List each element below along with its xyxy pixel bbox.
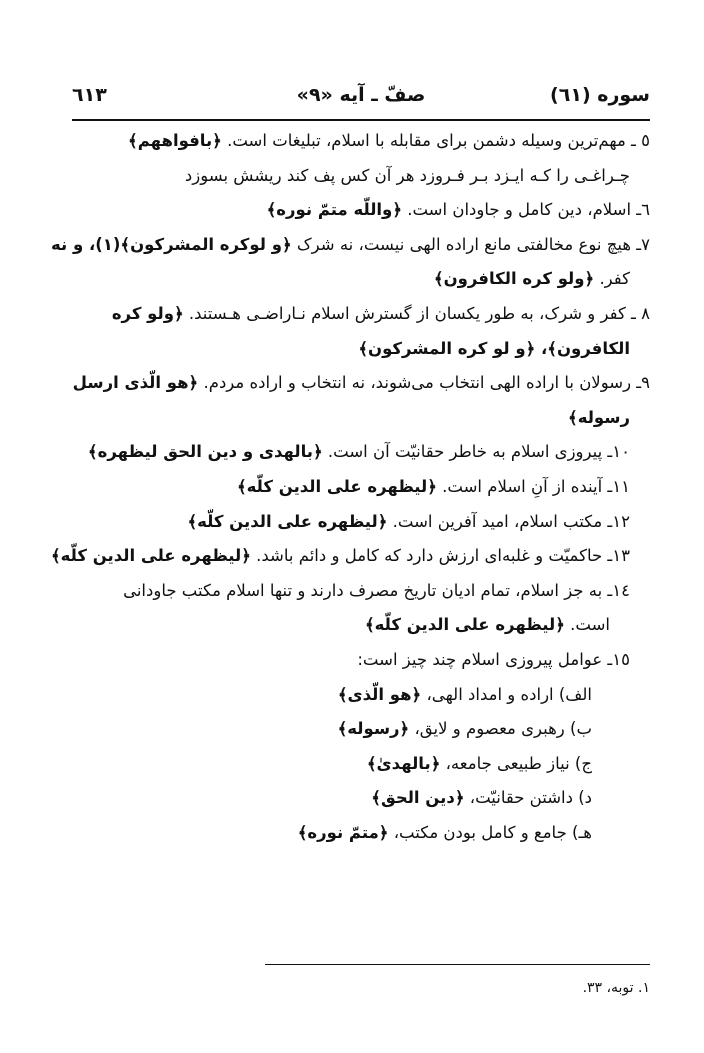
text-line bbox=[72, 297, 650, 332]
quran-quote: رسوله﴾ bbox=[568, 407, 630, 427]
quran-quote: ﴿واللّه متمّ نوره﴾ bbox=[266, 200, 402, 220]
list-item bbox=[72, 747, 650, 782]
text-line bbox=[50, 539, 650, 574]
text-line bbox=[72, 435, 650, 470]
quran-quote: ﴿بالهدی و دین الحق لیظهره﴾ bbox=[87, 442, 323, 462]
quran-quote: ﴿بالهدیٰ﴾ bbox=[366, 753, 441, 773]
list-item bbox=[72, 816, 650, 851]
quran-quote: ﴿رسوله﴾ bbox=[337, 719, 410, 739]
footnote: ١. توبه، ٣٣. bbox=[582, 980, 650, 996]
quran-quote: ﴿لیظهره علی الدین کلّه﴾ bbox=[364, 615, 565, 635]
page-number: ٦١٣ bbox=[72, 84, 107, 106]
line-text: ب) رهبری معصوم و لایق، bbox=[414, 719, 592, 739]
line-text: ١٠ـ پیروزی اسلام به خاطر حقانیّت آن است. bbox=[327, 442, 630, 462]
quran-quote: ﴿هو الّذی﴾ bbox=[337, 684, 422, 704]
line-text: ١١ـ آینده از آنِ اسلام است. bbox=[442, 476, 630, 496]
page-header bbox=[72, 84, 650, 118]
quran-quote: ﴿متمّ نوره﴾ bbox=[297, 822, 389, 842]
line-text: هـ) جامع و کامل بودن مکتب، bbox=[393, 822, 592, 842]
line-text: کفر. bbox=[599, 269, 630, 289]
text-line bbox=[51, 228, 650, 263]
text-line bbox=[72, 332, 650, 367]
line-text: ١٤ـ به جز اسلام، تمام ادیان تاریخ مصرف دارند و تنها اسلام مکتب جاودانی bbox=[123, 580, 630, 600]
quran-quote: ﴿لیظهره علی الدین کلّه﴾ bbox=[236, 476, 437, 496]
quran-quote: ﴿ولو کره الکافرون﴾ bbox=[433, 269, 595, 289]
poem-line bbox=[72, 159, 650, 194]
quran-quote: ﴿ولو کره bbox=[111, 303, 184, 323]
line-text: ١٥ـ عوامل پیروزی اسلام چند چیز است: bbox=[357, 649, 630, 669]
quran-quote: ﴿هو الّذی ارسل bbox=[72, 373, 199, 393]
text-line bbox=[72, 574, 650, 609]
text-line bbox=[72, 505, 650, 540]
verse-label: صفّ ـ آيه «٩» bbox=[296, 84, 426, 106]
line-text: ١٣ـ حاکمیّت و غلبه‌ای ارزش دارد که کامل و دائم باشد. bbox=[256, 546, 630, 566]
line-text: ج) نیاز طبیعی جامعه، bbox=[445, 753, 592, 773]
quran-quote: ﴿لیظهره علی الدین کلّه﴾ bbox=[187, 511, 388, 531]
footnote-divider bbox=[265, 964, 650, 965]
text-line bbox=[72, 193, 650, 228]
surah-label: سوره (٦١) bbox=[550, 84, 650, 106]
quran-quote: ﴿دین الحق﴾ bbox=[371, 788, 465, 808]
text-line bbox=[72, 124, 650, 159]
quran-quote: ﴿بافواههم﴾ bbox=[128, 131, 222, 150]
text-line bbox=[72, 262, 650, 297]
text-line bbox=[72, 608, 650, 643]
line-text: است. bbox=[570, 615, 610, 635]
line-text: الف) اراده و امداد الهی، bbox=[426, 684, 592, 704]
line-text: ٩ـ رسولان با اراده الهی انتخاب می‌شوند، نه انتخاب و اراده مردم. bbox=[203, 373, 650, 393]
header-divider bbox=[72, 119, 650, 121]
quran-quote: ﴿و لوکره المشرکون﴾(١)، و نه bbox=[51, 234, 292, 254]
quran-quote: ﴿لیظهره علی الدین کلّه﴾ bbox=[50, 546, 251, 566]
line-text: ٨ ـ کفر و شرک، به طور یکسان از گسترش اسلام نـاراضـی هـستند. bbox=[188, 303, 650, 323]
line-text: چـراغـی را کـه ایـزد بـر فـروزد هر آن کس پف کند ریشش بسوزد bbox=[184, 165, 630, 185]
line-text: ٧ـ هیچ نوع مخالفتی مانع اراده الهی نیست، نه شرک bbox=[296, 234, 650, 254]
line-text: ٦ـ اسلام، دین کامل و جاودان است. bbox=[407, 200, 650, 220]
list-item bbox=[72, 678, 650, 713]
page-body bbox=[50, 124, 650, 850]
text-line bbox=[72, 401, 650, 436]
text-line bbox=[72, 643, 650, 678]
list-item bbox=[72, 781, 650, 816]
text-line bbox=[72, 366, 650, 401]
line-text: ١٢ـ مکتب اسلام، امید آفرین است. bbox=[392, 511, 630, 531]
line-text: ٥ ـ مهم‌ترین وسیله دشمن برای مقابله با اسلام، تبلیغات است. bbox=[227, 131, 650, 150]
text-line bbox=[72, 470, 650, 505]
list-item bbox=[72, 712, 650, 747]
line-text: د) داشتن حقانیّت، bbox=[469, 788, 592, 808]
quran-quote: الکافرون﴾، ﴿و لو کره المشرکون﴾ bbox=[358, 338, 630, 358]
